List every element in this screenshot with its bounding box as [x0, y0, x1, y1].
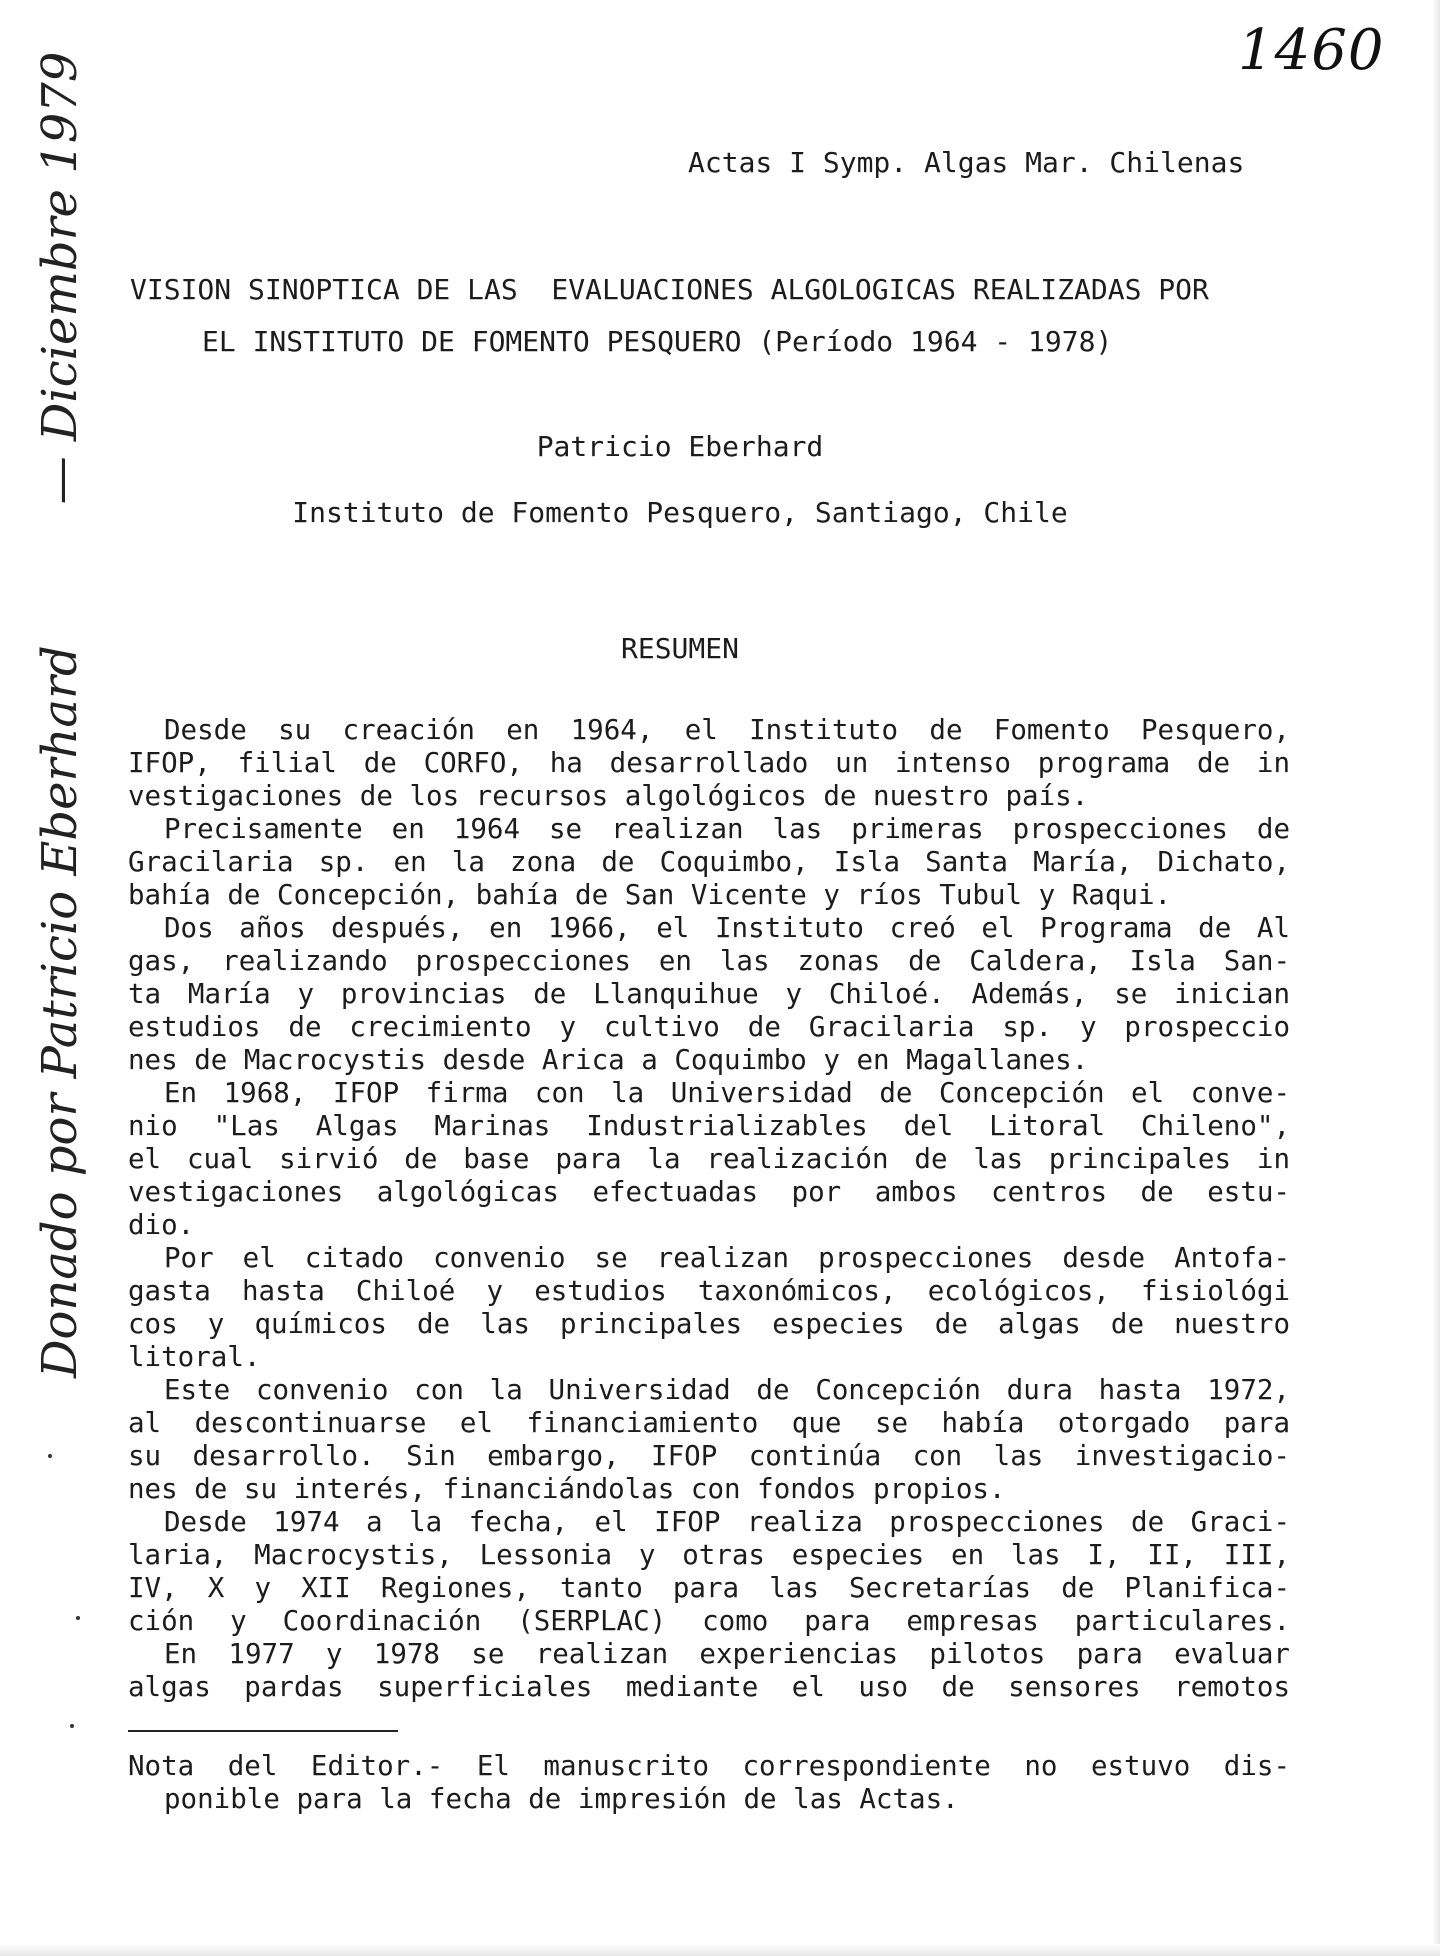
abstract-line: laria, Macrocystis, Lessonia y otras especies en las I, II, III, — [128, 1539, 1290, 1571]
handwritten-page-number: 1460 — [1238, 18, 1385, 83]
abstract-line: ción y Coordinación (SERPLAC) como para empresas particulares. — [128, 1605, 1290, 1637]
page-edge — [0, 1944, 1440, 1956]
margin-mark — [76, 1616, 80, 1620]
abstract-line: IFOP, filial de CORFO, ha desarrollado un intenso programa de in — [128, 747, 1290, 779]
abstract-line: nio "Las Algas Marinas Industrializables del Litoral Chileno", — [128, 1110, 1290, 1142]
abstract-line: vestigaciones algológicas efectuadas por ambos centros de estu- — [128, 1176, 1290, 1208]
abstract-line: En 1968, IFOP firma con la Universidad de Concepción el conve- — [164, 1077, 1290, 1109]
page-edge — [1432, 0, 1440, 1956]
abstract-line: Dos años después, en 1966, el Instituto creó el Programa de Al — [164, 912, 1290, 944]
editor-note-line: Nota del Editor.- El manuscrito correspondiente no estuvo dis- — [128, 1750, 1290, 1782]
abstract-line: litoral. — [128, 1341, 261, 1373]
author-name: Patricio Eberhard — [536, 430, 824, 463]
author-affiliation: Instituto de Fomento Pesquero, Santiago, Chile — [292, 496, 1068, 529]
footnote-rule — [128, 1730, 398, 1732]
abstract-line: el cual sirvió de base para la realización de las principales in — [128, 1143, 1290, 1175]
title-line: VISION SINOPTICA DE LAS EVALUACIONES ALGOLOGICAS REALIZADAS POR — [130, 273, 1209, 306]
abstract-line: Precisamente en 1964 se realizan las primeras prospecciones de — [164, 813, 1290, 845]
margin-mark — [48, 1454, 52, 1458]
abstract-body — [128, 714, 1290, 1704]
abstract-line: estudios de crecimiento y cultivo de Gracilaria sp. y prospeccio — [128, 1011, 1290, 1043]
margin-note-donation: Donado por Patricio Eberhard — [32, 645, 88, 1378]
abstract-line: gasta hasta Chiloé y estudios taxonómicos, ecológicos, fisiológi — [128, 1275, 1290, 1307]
journal-reference: Actas I Symp. Algas Mar. Chilenas — [688, 146, 1245, 179]
editor-note-line: ponible para la fecha de impresión de las Actas. — [164, 1783, 959, 1815]
document-title — [130, 264, 1290, 368]
abstract-line: nes de su interés, financiándolas con fondos propios. — [128, 1473, 1006, 1505]
margin-note-date: — Diciembre 1979 — [32, 51, 88, 505]
abstract-line: ta María y provincias de Llanquihue y Chiloé. Además, se inician — [128, 978, 1290, 1010]
abstract-line: Por el citado convenio se realizan prospecciones desde Antofa- — [164, 1242, 1290, 1274]
abstract-line: nes de Macrocystis desde Arica a Coquimbo y en Magallanes. — [128, 1044, 1089, 1076]
section-heading: RESUMEN — [620, 632, 739, 665]
abstract-line: cos y químicos de las principales especies de algas de nuestro — [128, 1308, 1290, 1340]
abstract-line: IV, X y XII Regiones, tanto para las Secretarías de Planifica- — [128, 1572, 1290, 1604]
abstract-line: Desde 1974 a la fecha, el IFOP realiza prospecciones de Graci- — [164, 1506, 1290, 1538]
abstract-line: En 1977 y 1978 se realizan experiencias pilotos para evaluar — [164, 1638, 1290, 1670]
title-line: EL INSTITUTO DE FOMENTO PESQUERO (Período 1964 - 1978) — [202, 325, 1113, 358]
abstract-line: Este convenio con la Universidad de Concepción dura hasta 1972, — [164, 1374, 1290, 1406]
margin-mark — [70, 1724, 74, 1728]
abstract-line: algas pardas superficiales mediante el uso de sensores remotos — [128, 1671, 1290, 1703]
abstract-line: Gracilaria sp. en la zona de Coquimbo, Isla Santa María, Dichato, — [128, 846, 1290, 878]
abstract-line: bahía de Concepción, bahía de San Vicente y ríos Tubul y Raqui. — [128, 879, 1172, 911]
abstract-line: dio. — [128, 1209, 195, 1241]
abstract-line: al descontinuarse el financiamiento que se había otorgado para — [128, 1407, 1290, 1439]
abstract-line: Desde su creación en 1964, el Instituto de Fomento Pesquero, — [164, 714, 1290, 746]
editor-note — [128, 1750, 1290, 1816]
abstract-line: su desarrollo. Sin embargo, IFOP continúa con las investigacio- — [128, 1440, 1290, 1472]
abstract-line: gas, realizando prospecciones en las zonas de Caldera, Isla San- — [128, 945, 1290, 977]
abstract-line: vestigaciones de los recursos algológicos de nuestro país. — [128, 780, 1089, 812]
